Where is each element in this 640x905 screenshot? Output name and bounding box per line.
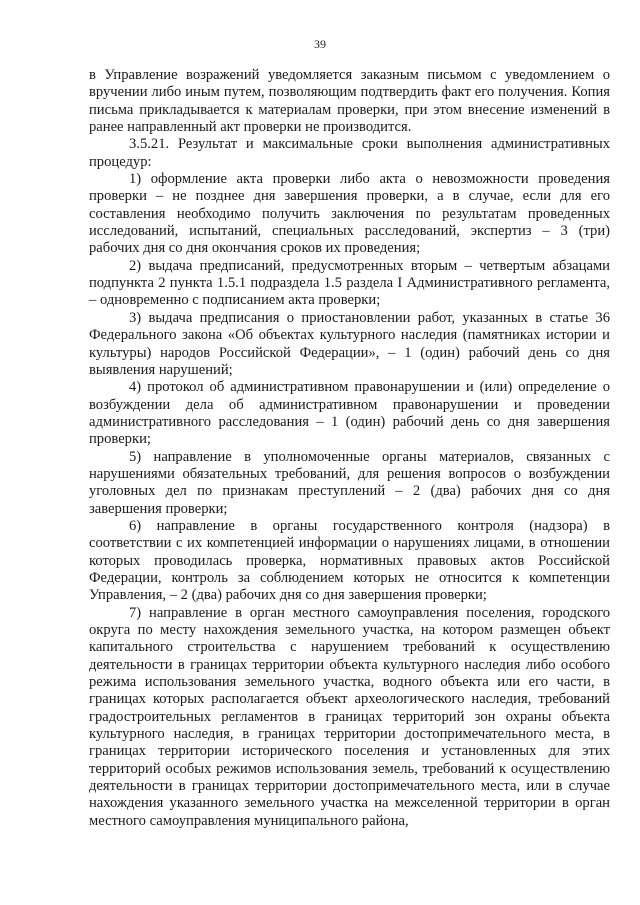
document-body: [89, 67, 610, 830]
list-item-2-orders: 2) выдача предписаний, предусмотренных вторым – четвертым абзацами подпункта 2 пункта 1.5.1 подраздела 1.5 раздела I Административного регламента, – одновременно с подписанием акта проверки;: [89, 257, 610, 309]
list-item-6-state-control-bodies: 6) направление в органы государственного контроля (надзора) в соответствии с их компетенцией информации о нарушениях лицами, в отношении которых проводилась проверка, нормативных правовых актов Российской Федерации, контроль за соблюдением которых не относится к компетенции Управления, – 2 (два) рабочих дня со дня завершения проверки;: [89, 517, 610, 604]
page-number: 39: [314, 37, 326, 51]
list-item-1-inspection-act: 1) оформление акта проверки либо акта о невозможности проведения проверки – не позднее дня завершения проверки, а в случае, если для его составления необходимо получить заключения по результатам проведенных исследований, испытаний, специальных расследований, экспертиз – 3 (три) рабочих дня со дня окончания сроков их проведения;: [89, 171, 610, 257]
paragraph-objection-notice: в Управление возражений уведомляется заказным письмом с уведомлением о вручении либо иным путем, позволяющим подтвердить факт его получения. Копия письма прикладывается к материалам проверки, при этом внесение изменений в ранее направленный акт проверки не производится.: [89, 67, 610, 136]
paragraph-section-3-5-21: 3.5.21. Результат и максимальные сроки выполнения административных процедур:: [89, 136, 610, 170]
list-item-7-local-government: 7) направление в орган местного самоуправления поселения, городского округа по месту нахождения земельного участка, на котором размещен объект капитального строительства с нарушением требований к осуществлению деятельности в границах территории объекта культурного наследия либо особого режима использования земельного участка, водного объекта или его части, в границах которых располагается объект археологического наследия, требований градостроительных регламентов в границах территорий зон охраны объекта культурного наследия, в границах территории достопримечательного места, в границах территории исторического поселения и установленных для этих территорий особых режимов использования земель, требований к осуществлению деятельности в границах территории достопримечательного места, или в случае нахождения указанного земельного участка на межселенной территории в орган местного самоуправления муниципального района,: [89, 604, 610, 829]
list-item-3-suspension-order: 3) выдача предписания о приостановлении работ, указанных в статье 36 Федерального закона «Об объектах культурного наследия (памятниках истории и культуры) народов Российской Федерации», – 1 (один) рабочий день со дня выявления нарушений;: [89, 309, 610, 378]
list-item-4-protocol: 4) протокол об административном правонарушении и (или) определение о возбуждении дела об административном правонарушении и проведении административного расследования – 1 (один) рабочий день со дня завершения проверки;: [89, 379, 610, 448]
list-item-5-materials-to-authorities: 5) направление в уполномоченные органы материалов, связанных с нарушениями обязательных требований, для решения вопросов о возбуждении уголовных дел по признакам преступлений – 2 (два) рабочих дня со дня завершения проверки;: [89, 448, 610, 517]
